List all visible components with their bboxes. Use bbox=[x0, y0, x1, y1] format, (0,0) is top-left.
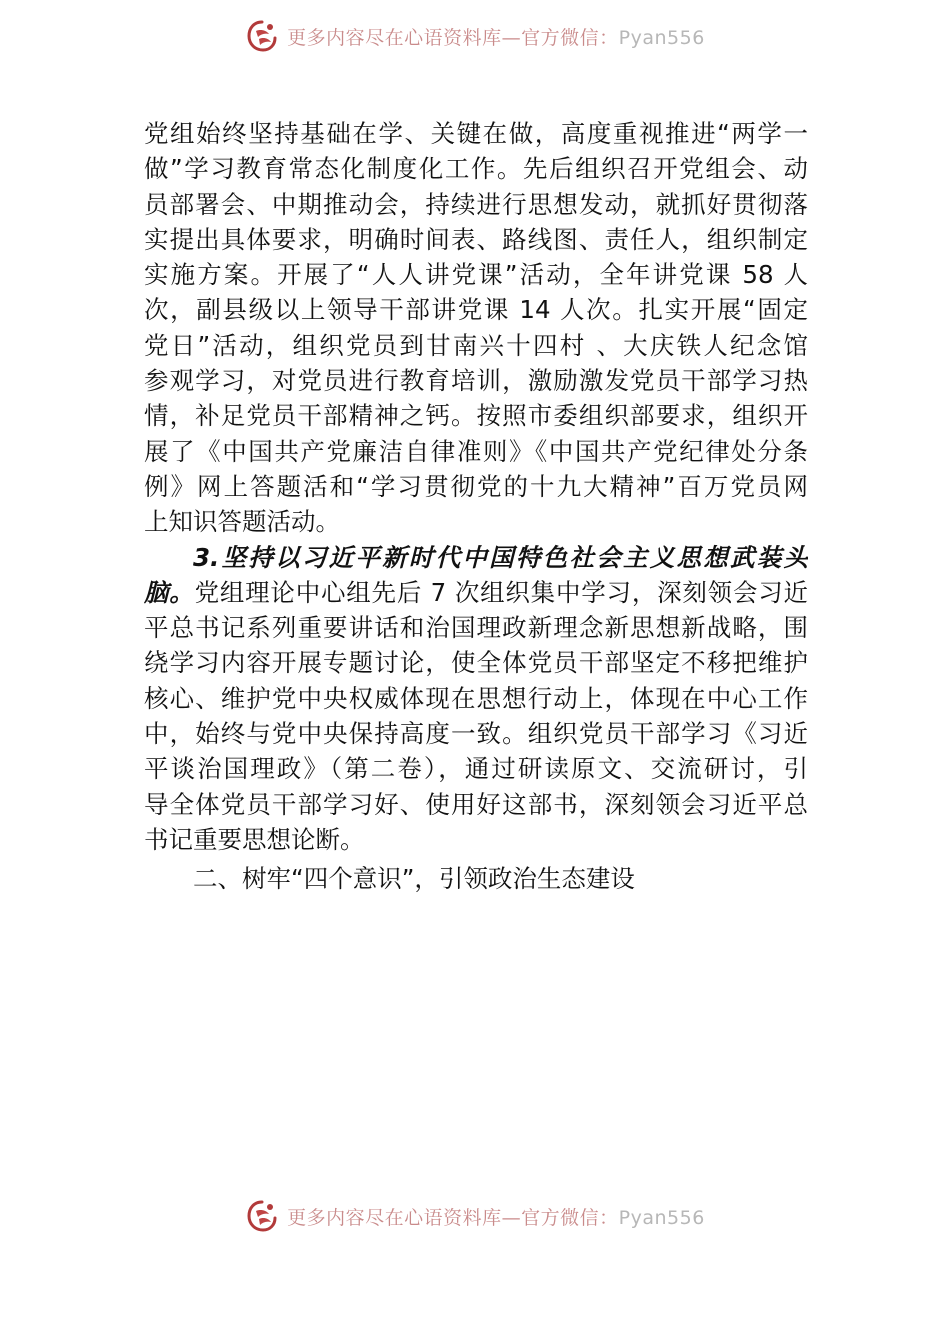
brush-logo-icon bbox=[245, 1199, 279, 1233]
watermark-text: 更多内容尽在心语资料库—官方微信：Pyan556 bbox=[287, 26, 705, 49]
section-heading-text: 二、树牢“四个意识”，引领政治生态建设 bbox=[193, 864, 635, 894]
text-line: 实施方案。开展了“人人讲党课”活动，全年讲党课 58 人 bbox=[144, 260, 808, 290]
subheading-end: 脑。 bbox=[144, 577, 195, 607]
text-line: 参观学习，对党员进行教育培训，激励激发党员干部学习热 bbox=[144, 366, 808, 396]
top-watermark bbox=[0, 16, 950, 56]
bottom-watermark bbox=[0, 1196, 950, 1236]
text-line: 情，补足党员干部精神之钙。按照市委组织部要求，组织开 bbox=[144, 401, 808, 431]
text-line: 做”学习教育常态化制度化工作。先后组织召开党组会、动 bbox=[144, 154, 808, 184]
text-line: 书记重要思想论断。 bbox=[144, 824, 365, 854]
text-line: 党组始终坚持基础在学、关键在做，高度重视推进“两学一 bbox=[144, 119, 808, 148]
text-line: 中，始终与党中央保持高度一致。组织党员干部学习《习近 bbox=[144, 719, 808, 749]
text-run: 党组理论中心组先后 7 次组织集中学习，深刻领会习近 bbox=[194, 577, 808, 607]
text-line: 导全体党员干部学习好、使用好这部书，深刻领会习近平总 bbox=[144, 789, 808, 819]
text-line: 平总书记系列重要讲话和治国理政新理念新思想新战略，围 bbox=[144, 613, 808, 643]
watermark-text: 更多内容尽在心语资料库—官方微信：Pyan556 bbox=[287, 1206, 705, 1229]
text-line: 平谈治国理政》（第二卷），通过研读原文、交流研讨，引 bbox=[144, 754, 808, 784]
text-line: 例》网上答题活和“学习贯彻党的十九大精神”百万党员网 bbox=[144, 471, 808, 501]
paragraph-party-study bbox=[144, 116, 808, 540]
text-line: 党日”活动，组织党员到甘南兴十四村 、大庆铁人纪念馆 bbox=[144, 330, 808, 360]
subheading-line: 3.坚持以习近平新时代中国特色社会主义思想武装头 bbox=[193, 542, 808, 572]
paragraph-theory-study bbox=[144, 540, 808, 858]
brush-logo-icon bbox=[245, 19, 279, 53]
document-body bbox=[144, 116, 808, 897]
text-line: 次，副县级以上领导干部讲党课 14 人次。扎实开展“固定 bbox=[144, 295, 808, 325]
text-line: 展了《中国共产党廉洁自律准则》《中国共产党纪律处分条 bbox=[144, 436, 808, 466]
text-line: 实提出具体要求，明确时间表、路线图、责任人，组织制定 bbox=[144, 224, 808, 254]
text-line: 核心、维护党中央权威体现在思想行动上，体现在中心工作 bbox=[144, 683, 808, 713]
text-line: 绕学习内容开展专题讨论，使全体党员干部坚定不移把维护 bbox=[144, 648, 808, 678]
text-line: 员部署会、中期推动会，持续进行思想发动，就抓好贯彻落 bbox=[144, 189, 808, 219]
text-line: 上知识答题活动。 bbox=[144, 507, 340, 537]
section-heading bbox=[144, 861, 808, 896]
text-line bbox=[144, 575, 808, 610]
